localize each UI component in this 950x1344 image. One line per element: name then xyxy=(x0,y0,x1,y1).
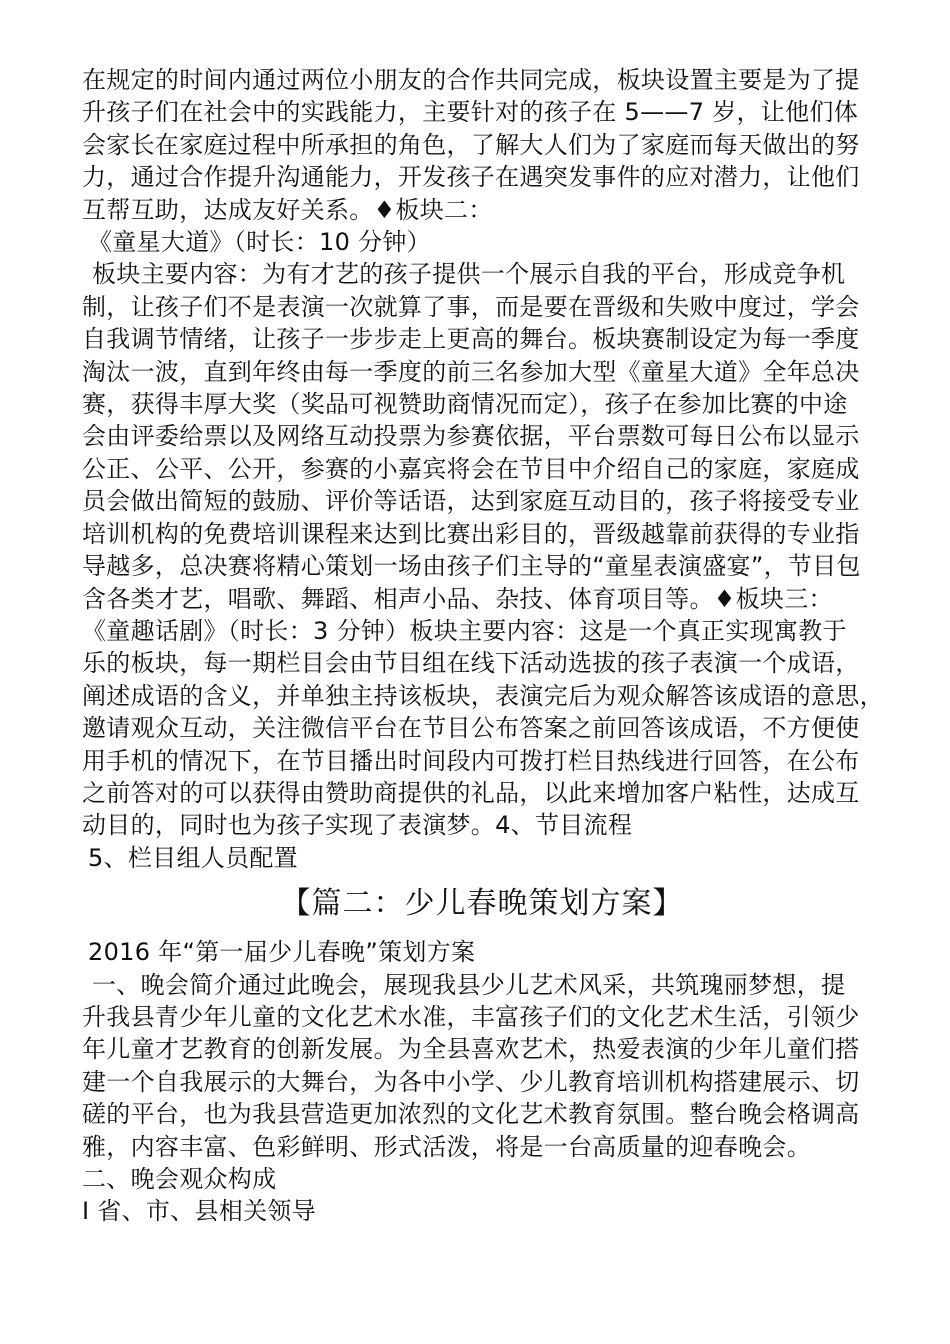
paragraph-section-one xyxy=(82,64,882,874)
text-line: 会由评委给票以及网络互动投票为参赛依据，平台票数可每日公布以显示 xyxy=(82,422,860,451)
text-line: 板块主要内容：为有才艺的孩子提供一个展示自我的平台，形成竞争机 xyxy=(92,260,846,289)
text-line: 乐的板块，每一期栏目会由节目组在线下活动选拔的孩子表演一个成语， xyxy=(82,649,860,678)
paragraph-section-two xyxy=(82,969,882,1228)
text-line: 用手机的情况下，在节目播出时间段内可拨打栏目热线进行回答，在公布 xyxy=(82,746,860,775)
text-line: 培训机构的免费培训课程来达到比赛出彩目的，晋级越靠前获得的专业指 xyxy=(82,519,860,548)
text-line: 升我县青少年儿童的文化艺术水准，丰富孩子们的文化艺术生活，引领少 xyxy=(82,1002,860,1031)
text-line: 在规定的时间内通过两位小朋友的合作共同完成，板块设置主要是为了提 xyxy=(82,66,860,94)
text-line: 之前答对的可以获得由赞助商提供的礼品，以此来增加客户粘性，达成互 xyxy=(82,778,860,807)
text-line: 含各类才艺，唱歌、舞蹈、相声小品、杂技、体育项目等。♦板块三： xyxy=(82,584,833,613)
text-line: 淘汰一波，直到年终由每一季度的前三名参加大型《童星大道》全年总决 xyxy=(82,357,860,386)
text-line: 力，通过合作提升沟通能力，开发孩子在遇突发事件的应对潜力，让他们 xyxy=(82,163,860,192)
text-line: 建一个自我展示的大舞台，为各中小学、少儿教育培训机构搭建展示、切 xyxy=(82,1067,860,1096)
text-line: 会家长在家庭过程中所承担的角色，了解大人们为了家庭而每天做出的努 xyxy=(82,130,860,159)
text-line: 一、晚会简介通过此晚会，展现我县少儿艺术风采，共筑瑰丽梦想，提 xyxy=(92,970,846,999)
text-line: I 省、市、县相关领导 xyxy=(82,1197,317,1226)
text-line: 动目的，同时也为孩子实现了表演梦。4、节目流程 xyxy=(82,811,633,840)
text-line: 升孩子们在社会中的实践能力，主要针对的孩子在 5——7 岁，让他们体 xyxy=(82,98,858,127)
text-line: 自我调节情绪，让孩子一步步走上更高的舞台。板块赛制设定为每一季度 xyxy=(82,325,860,354)
section-heading: 【篇二：少儿春晚策划方案】 xyxy=(280,886,684,922)
text-line: 邀请观众互动，关注微信平台在节目公布答案之前回答该成语，不方便使 xyxy=(82,714,860,743)
text-line: 赛，获得丰厚大奖（奖品可视赞助商情况而定），孩子在参加比赛的中途 xyxy=(82,390,848,419)
text-line: 雅，内容丰富、色彩鲜明、形式活泼，将是一台高质量的迎春晚会。 xyxy=(82,1132,811,1161)
document-page xyxy=(82,64,882,1228)
document-subtitle: 2016 年“第一届少儿春晚”策划方案 xyxy=(88,938,476,967)
text-line: 互帮互助，达成友好关系。♦板块二： xyxy=(82,195,493,224)
text-line: 员会做出简短的鼓励、评价等话语，达到家庭互动目的，孩子将接受专业 xyxy=(82,487,860,516)
text-line: 磋的平台，也为我县营造更加浓烈的文化艺术教育氛围。整台晚会格调高 xyxy=(82,1100,860,1129)
text-line: 5、栏目组人员配置 xyxy=(88,843,298,872)
text-line: 年儿童才艺教育的创新发展。为全县喜欢艺术，热爱表演的少年儿童们搭 xyxy=(82,1035,860,1064)
text-line: 制，让孩子们不是表演一次就算了事，而是要在晋级和失败中度过，学会 xyxy=(82,292,860,321)
text-line: 《童星大道》（时长：10 分钟） xyxy=(88,228,431,257)
text-line: 《童趣话剧》（时长：3 分钟）板块主要内容：这是一个真正实现寓教于 xyxy=(82,616,847,645)
text-line: 二、晚会观众构成 xyxy=(82,1165,277,1193)
text-line: 导越多，总决赛将精心策划一场由孩子们主导的“童星表演盛宴”，节目包 xyxy=(82,552,861,581)
text-line: 阐述成语的含义，并单独主持该板块，表演完后为观众解答该成语的意思， xyxy=(82,681,884,710)
text-line: 公正、公平、公开，参赛的小嘉宾将会在节目中介绍自己的家庭，家庭成 xyxy=(82,454,860,483)
